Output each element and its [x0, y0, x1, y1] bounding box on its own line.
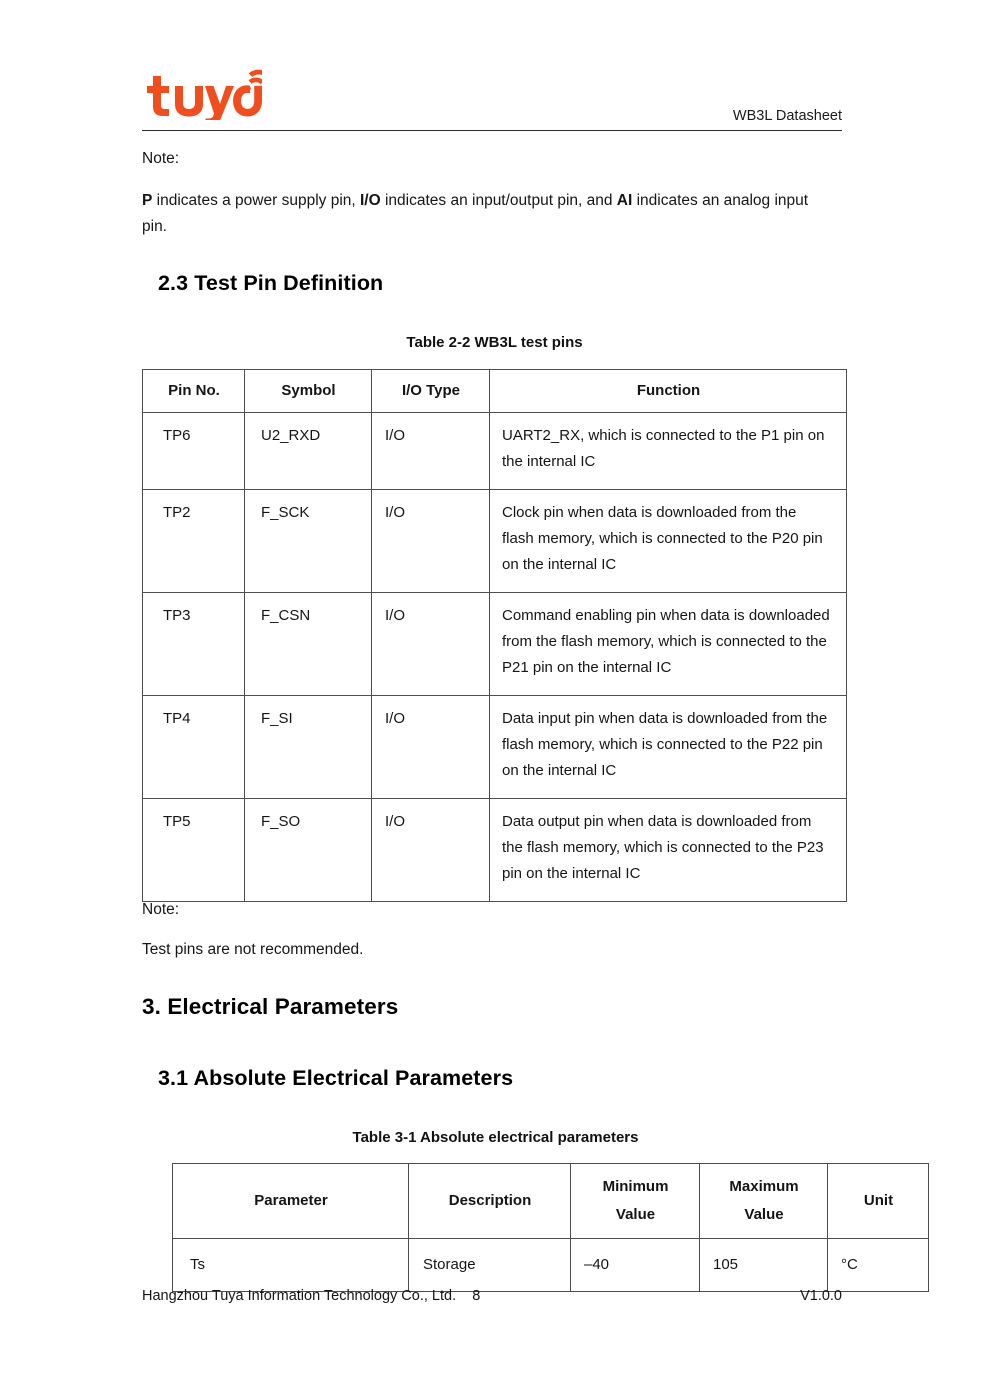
- note-part-3: indicates an analog input pin.: [142, 192, 809, 235]
- cell-io-type: I/O: [372, 490, 490, 593]
- cell-pin-no: TP2: [143, 490, 245, 593]
- table-header-row: [173, 1164, 929, 1239]
- cell-pin-no: TP5: [143, 799, 245, 902]
- cell-function: Data input pin when data is downloaded from the flash memory, which is connected to the P22 pin on the internal IC: [490, 696, 847, 799]
- cell-minimum-value: –40: [571, 1239, 700, 1292]
- cell-io-type: I/O: [372, 413, 490, 490]
- cell-io-type: I/O: [372, 593, 490, 696]
- cell-symbol: F_SCK: [245, 490, 372, 593]
- cell-function: UART2_RX, which is connected to the P1 pin on the internal IC: [490, 413, 847, 490]
- column-header-io-type: I/O Type: [372, 370, 490, 413]
- note-part-io: I/O: [360, 192, 381, 209]
- cell-symbol: F_SO: [245, 799, 372, 902]
- table-row: [173, 1239, 929, 1292]
- page-header: [142, 62, 842, 130]
- table-test-pins: [142, 369, 847, 902]
- note-label-bottom: Note:: [142, 901, 180, 918]
- cell-io-type: I/O: [372, 696, 490, 799]
- table-row: [143, 490, 847, 593]
- table-absolute-parameters: [172, 1163, 929, 1292]
- cell-pin-no: TP3: [143, 593, 245, 696]
- heading-section-3-1: 3.1 Absolute Electrical Parameters: [158, 1066, 514, 1090]
- caption-table-2-2: Table 2-2 WB3L test pins: [406, 334, 583, 351]
- column-header-minimum-value: [571, 1164, 700, 1239]
- cell-unit: °C: [828, 1239, 929, 1292]
- heading-section-3: 3. Electrical Parameters: [142, 994, 399, 1019]
- note-paragraph-bottom: Test pins are not recommended.: [142, 941, 364, 958]
- column-header-symbol: Symbol: [245, 370, 372, 413]
- column-header-function: Function: [490, 370, 847, 413]
- note-label-top: Note:: [142, 150, 180, 167]
- footer-version: V1.0.0: [800, 1288, 842, 1304]
- column-header-pin-no: Pin No.: [143, 370, 245, 413]
- cell-function: Clock pin when data is downloaded from the flash memory, which is connected to the P20 pin on the internal IC: [490, 490, 847, 593]
- note-paragraph-top: [142, 188, 822, 240]
- header-document-title: WB3L Datasheet: [732, 108, 842, 124]
- cell-maximum-value: 105: [700, 1239, 828, 1292]
- column-header-maximum-value: [700, 1164, 828, 1239]
- column-header-description: [409, 1164, 571, 1239]
- table-row: [143, 593, 847, 696]
- caption-table-3-1: Table 3-1 Absolute electrical parameters: [352, 1129, 639, 1146]
- cell-pin-no: TP6: [143, 413, 245, 490]
- column-header-description-line1: Description: [448, 1192, 532, 1209]
- header-divider: [142, 130, 842, 131]
- heading-section-2-3: 2.3 Test Pin Definition: [158, 271, 384, 295]
- cell-description: Storage: [409, 1239, 571, 1292]
- cell-symbol: F_SI: [245, 696, 372, 799]
- table-row: [143, 696, 847, 799]
- note-part-1: indicates a power supply pin,: [152, 192, 360, 209]
- table-row: [143, 799, 847, 902]
- column-header-unit-line1: Unit: [863, 1192, 894, 1209]
- cell-pin-no: TP4: [143, 696, 245, 799]
- cell-function: Command enabling pin when data is downloaded from the flash memory, which is connected to the P21 pin on the internal IC: [490, 593, 847, 696]
- column-header-minimum-line2: Value: [615, 1206, 656, 1223]
- column-header-unit: [828, 1164, 929, 1239]
- tuya-logo: [147, 68, 262, 120]
- table-header-row: [143, 370, 847, 413]
- footer-company-and-page: Hangzhou Tuya Information Technology Co., Ltd. 8: [142, 1288, 481, 1304]
- column-header-parameter: [173, 1164, 409, 1239]
- column-header-parameter-line1: Parameter: [254, 1192, 328, 1209]
- note-part-2: indicates an input/output pin, and: [380, 192, 617, 209]
- cell-io-type: I/O: [372, 799, 490, 902]
- column-header-minimum-line1: Minimum: [602, 1178, 669, 1195]
- table-row: [143, 413, 847, 490]
- cell-symbol: U2_RXD: [245, 413, 372, 490]
- column-header-maximum-line2: Value: [744, 1206, 784, 1223]
- cell-symbol: F_CSN: [245, 593, 372, 696]
- cell-parameter: Ts: [173, 1239, 409, 1292]
- note-part-ai: AI: [616, 192, 633, 209]
- cell-function: Data output pin when data is downloaded from the flash memory, which is connected to the P23 pin on the internal IC: [490, 799, 847, 902]
- column-header-maximum-line1: Maximum: [729, 1178, 799, 1195]
- note-part-p: P: [142, 192, 153, 209]
